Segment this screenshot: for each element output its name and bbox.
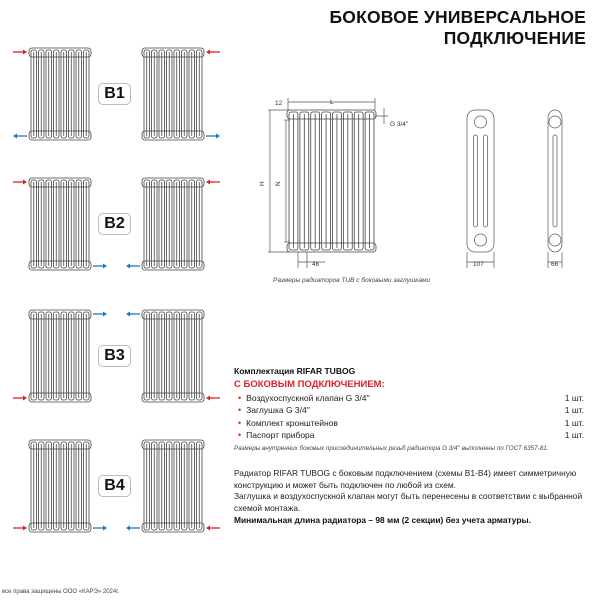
supply-arrow-icon	[206, 396, 220, 401]
thread-label: G 3/4''	[390, 121, 409, 128]
scheme-label: B3	[98, 345, 131, 367]
bullet-icon: •	[238, 430, 242, 441]
description: Радиатор RIFAR TUBOG с боковым подключением (схемы B1-B4) имеет симметричную конструкцию и может быть подключен по любой из схем. Заглушка и воздухоспускной клапан могут быть перенесены в соответствии с выбранной схемой монтажа. Минимальная длина радиатора – 98 мм (2 секции) без учета арматуры.	[234, 468, 583, 525]
scheme-label: B1	[98, 83, 131, 105]
dimension-drawing	[250, 90, 600, 275]
scheme-label: B2	[98, 213, 131, 235]
drawing-caption: Размеры радиаторов TUB с боковыми заглушками	[273, 277, 431, 284]
return-arrow-icon	[93, 312, 107, 317]
kit-section	[234, 366, 584, 452]
return-arrow-icon	[126, 312, 140, 317]
return-arrow-icon	[93, 264, 107, 269]
radiator-left	[29, 440, 91, 532]
dim-L: L	[330, 99, 334, 106]
dim-H: H	[259, 181, 266, 186]
dim-N: N	[275, 181, 282, 186]
supply-arrow-icon	[13, 50, 27, 55]
supply-arrow-icon	[206, 180, 220, 185]
supply-arrow-icon	[13, 180, 27, 185]
return-arrow-icon	[13, 134, 27, 139]
scheme-label: B4	[98, 475, 131, 497]
return-arrow-icon	[93, 526, 107, 531]
supply-arrow-icon	[13, 526, 27, 531]
return-arrow-icon	[126, 526, 140, 531]
radiator-right	[142, 440, 204, 532]
radiator-right	[142, 178, 204, 270]
supply-arrow-icon	[206, 526, 220, 531]
side-view-66	[548, 110, 562, 268]
kit-item: • Комплект кронштейнов 1 шт.	[238, 417, 584, 428]
radiator-right	[142, 48, 204, 140]
return-arrow-icon	[206, 134, 220, 139]
supply-arrow-icon	[13, 396, 27, 401]
side-view-107	[467, 110, 494, 268]
supply-arrow-icon	[206, 50, 220, 55]
kit-item: • Заглушка G 3/4'' 1 шт.	[238, 405, 584, 416]
kit-item: • Воздухоспускной клапан G 3/4'' 1 шт.	[238, 393, 584, 404]
bullet-icon: •	[238, 393, 242, 404]
dim-107: 107	[473, 261, 484, 268]
radiator-left	[29, 178, 91, 270]
radiator-left	[29, 310, 91, 402]
kit-subheading: С БОКОВЫМ ПОДКЛЮЧЕНИЕМ:	[234, 379, 385, 390]
radiator-left	[29, 48, 91, 140]
copyright: все права защищены ООО «КАРЭ» 2024г.	[2, 589, 120, 595]
radiator-right	[142, 310, 204, 402]
kit-heading: Комплектация RIFAR TUBOG	[234, 366, 356, 376]
return-arrow-icon	[126, 264, 140, 269]
kit-note: Размеры внутренних боковых присоединительных резьб радиатора G 3/4'' выполнены по ГОСТ 6357-81.	[234, 445, 549, 453]
kit-item: • Паспорт прибора 1 шт.	[238, 430, 584, 441]
page-title: БОКОВОЕ УНИВЕРСАЛЬНОЕ ПОДКЛЮЧЕНИЕ	[329, 7, 586, 48]
bullet-icon: •	[238, 405, 242, 416]
front-view-radiator	[287, 110, 376, 252]
bullet-icon: •	[238, 417, 242, 428]
dim-12: 12	[275, 100, 283, 107]
dim-66: 66	[551, 261, 559, 268]
dim-46: 46	[312, 261, 320, 268]
